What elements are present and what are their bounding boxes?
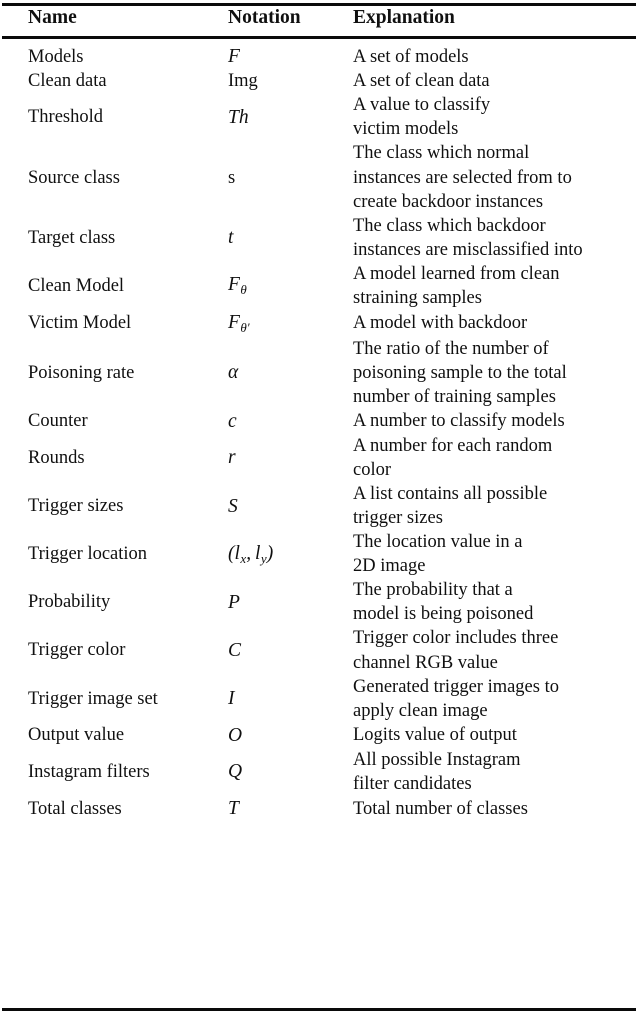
cell-notation: I	[228, 687, 235, 709]
table-row	[0, 93, 640, 141]
table-row	[0, 69, 640, 93]
explanation-line: filter candidates	[353, 774, 472, 795]
explanation-line: A list contains all possible	[353, 484, 548, 505]
explanation-line: Generated trigger images to	[353, 676, 559, 697]
cell-notation: α	[228, 361, 239, 383]
cell-notation: S	[228, 495, 238, 517]
cell-notation: c	[228, 410, 237, 432]
cell-name: Trigger color	[28, 640, 126, 661]
cell-name: Clean Model	[28, 275, 125, 296]
cell-name: Trigger image set	[28, 688, 158, 709]
cell-explanation	[325, 214, 640, 262]
cell-explanation	[325, 93, 640, 141]
cell-notation: Img	[228, 71, 258, 92]
explanation-line: Logits value of output	[353, 725, 517, 746]
table-header-row	[0, 0, 640, 36]
cell-name: Poisoning rate	[28, 362, 135, 383]
cell-notation: $F_\theta$	[228, 274, 247, 298]
table-row	[0, 141, 640, 213]
cell-explanation	[325, 530, 640, 578]
explanation-line: poisoning sample to the total	[353, 362, 567, 383]
cell-notation: r	[228, 447, 236, 469]
table-row	[0, 675, 640, 723]
cell-explanation	[325, 748, 640, 796]
cell-notation: $F_{\theta'}$	[228, 311, 250, 335]
explanation-line: A set of clean data	[353, 71, 490, 92]
table-row	[0, 409, 640, 434]
cell-explanation	[325, 434, 640, 482]
explanation-line: The class which backdoor	[353, 215, 546, 236]
cell-name: Target class	[28, 227, 116, 248]
table-row	[0, 36, 640, 69]
cell-notation: C	[228, 639, 242, 661]
cell-explanation	[325, 409, 640, 434]
explanation-line: model is being poisoned	[353, 604, 534, 625]
column-header-explanation: Explanation	[353, 7, 455, 28]
cell-name: Models	[28, 46, 84, 67]
cell-explanation	[325, 141, 640, 213]
table-row	[0, 748, 640, 796]
explanation-line: victim models	[353, 119, 459, 140]
cell-name: Rounds	[28, 448, 85, 469]
explanation-line: straining samples	[353, 287, 482, 308]
cell-notation: O	[228, 724, 243, 746]
cell-explanation	[325, 482, 640, 530]
table-row	[0, 723, 640, 748]
table-body	[0, 36, 640, 821]
cell-notation: t	[228, 227, 234, 248]
cell-explanation	[325, 69, 640, 93]
table-row	[0, 626, 640, 674]
cell-notation: Th	[228, 106, 249, 128]
explanation-line: 2D image	[353, 556, 426, 577]
cell-name: Trigger location	[28, 544, 148, 565]
cell-notation: Q	[228, 761, 243, 783]
explanation-line: All possible Instagram	[353, 749, 521, 770]
cell-name: Counter	[28, 411, 88, 432]
cell-notation: T	[228, 798, 239, 820]
cell-explanation	[325, 337, 640, 409]
cell-name: Source class	[28, 167, 120, 188]
table-row	[0, 310, 640, 337]
cell-explanation	[325, 262, 640, 310]
explanation-line: A number to classify models	[353, 411, 565, 432]
explanation-line: apply clean image	[353, 700, 488, 721]
table-row	[0, 578, 640, 626]
cell-notation: ($l_x$, $l_y$)	[228, 542, 274, 566]
explanation-line: Trigger color includes three	[353, 628, 559, 649]
explanation-line: number of training samples	[353, 386, 556, 407]
explanation-line: A number for each random	[353, 436, 553, 457]
cell-name: Instagram filters	[28, 762, 150, 782]
explanation-line: create backdoor instances	[353, 191, 544, 212]
table-row	[0, 796, 640, 821]
cell-name: Victim Model	[28, 313, 132, 334]
table-row	[0, 530, 640, 578]
explanation-line: color	[353, 460, 392, 481]
explanation-line: A value to classify	[353, 95, 491, 116]
explanation-line: The location value in a	[353, 532, 523, 553]
cell-name: Output value	[28, 725, 125, 746]
cell-explanation	[325, 626, 640, 674]
explanation-line: The ratio of the number of	[353, 338, 549, 359]
explanation-line: instances are misclassified into	[353, 239, 583, 260]
explanation-line: A set of models	[353, 46, 469, 67]
cell-explanation	[325, 796, 640, 821]
cell-name: Clean data	[28, 71, 107, 92]
explanation-line: channel RGB value	[353, 652, 498, 673]
cell-explanation	[325, 723, 640, 748]
cell-explanation	[325, 675, 640, 723]
table-row	[0, 214, 640, 262]
cell-name: Probability	[28, 592, 111, 613]
cell-name: Trigger sizes	[28, 496, 124, 517]
table-row	[0, 482, 640, 530]
cell-name: Threshold	[28, 107, 104, 128]
cell-explanation	[325, 310, 640, 337]
cell-explanation	[325, 36, 640, 69]
explanation-line: instances are selected from to	[353, 167, 572, 188]
table-header	[0, 0, 640, 36]
table-row	[0, 434, 640, 482]
explanation-line: trigger sizes	[353, 508, 443, 529]
table-row	[0, 262, 640, 310]
cell-notation: F	[228, 46, 240, 67]
explanation-line: Total number of classes	[353, 798, 528, 819]
cell-notation: s	[228, 167, 236, 188]
column-header-name: Name	[28, 7, 77, 28]
explanation-line: The class which normal	[353, 143, 530, 164]
explanation-line: A model with backdoor	[353, 313, 528, 334]
table-row	[0, 337, 640, 409]
table-bottom-rule	[2, 1008, 636, 1011]
explanation-line: A model learned from clean	[353, 263, 560, 284]
cell-name: Total classes	[28, 798, 122, 819]
column-header-notation: Notation	[228, 7, 301, 28]
explanation-line: The probability that a	[353, 580, 513, 601]
cell-notation: P	[228, 591, 240, 613]
cell-explanation	[325, 578, 640, 626]
